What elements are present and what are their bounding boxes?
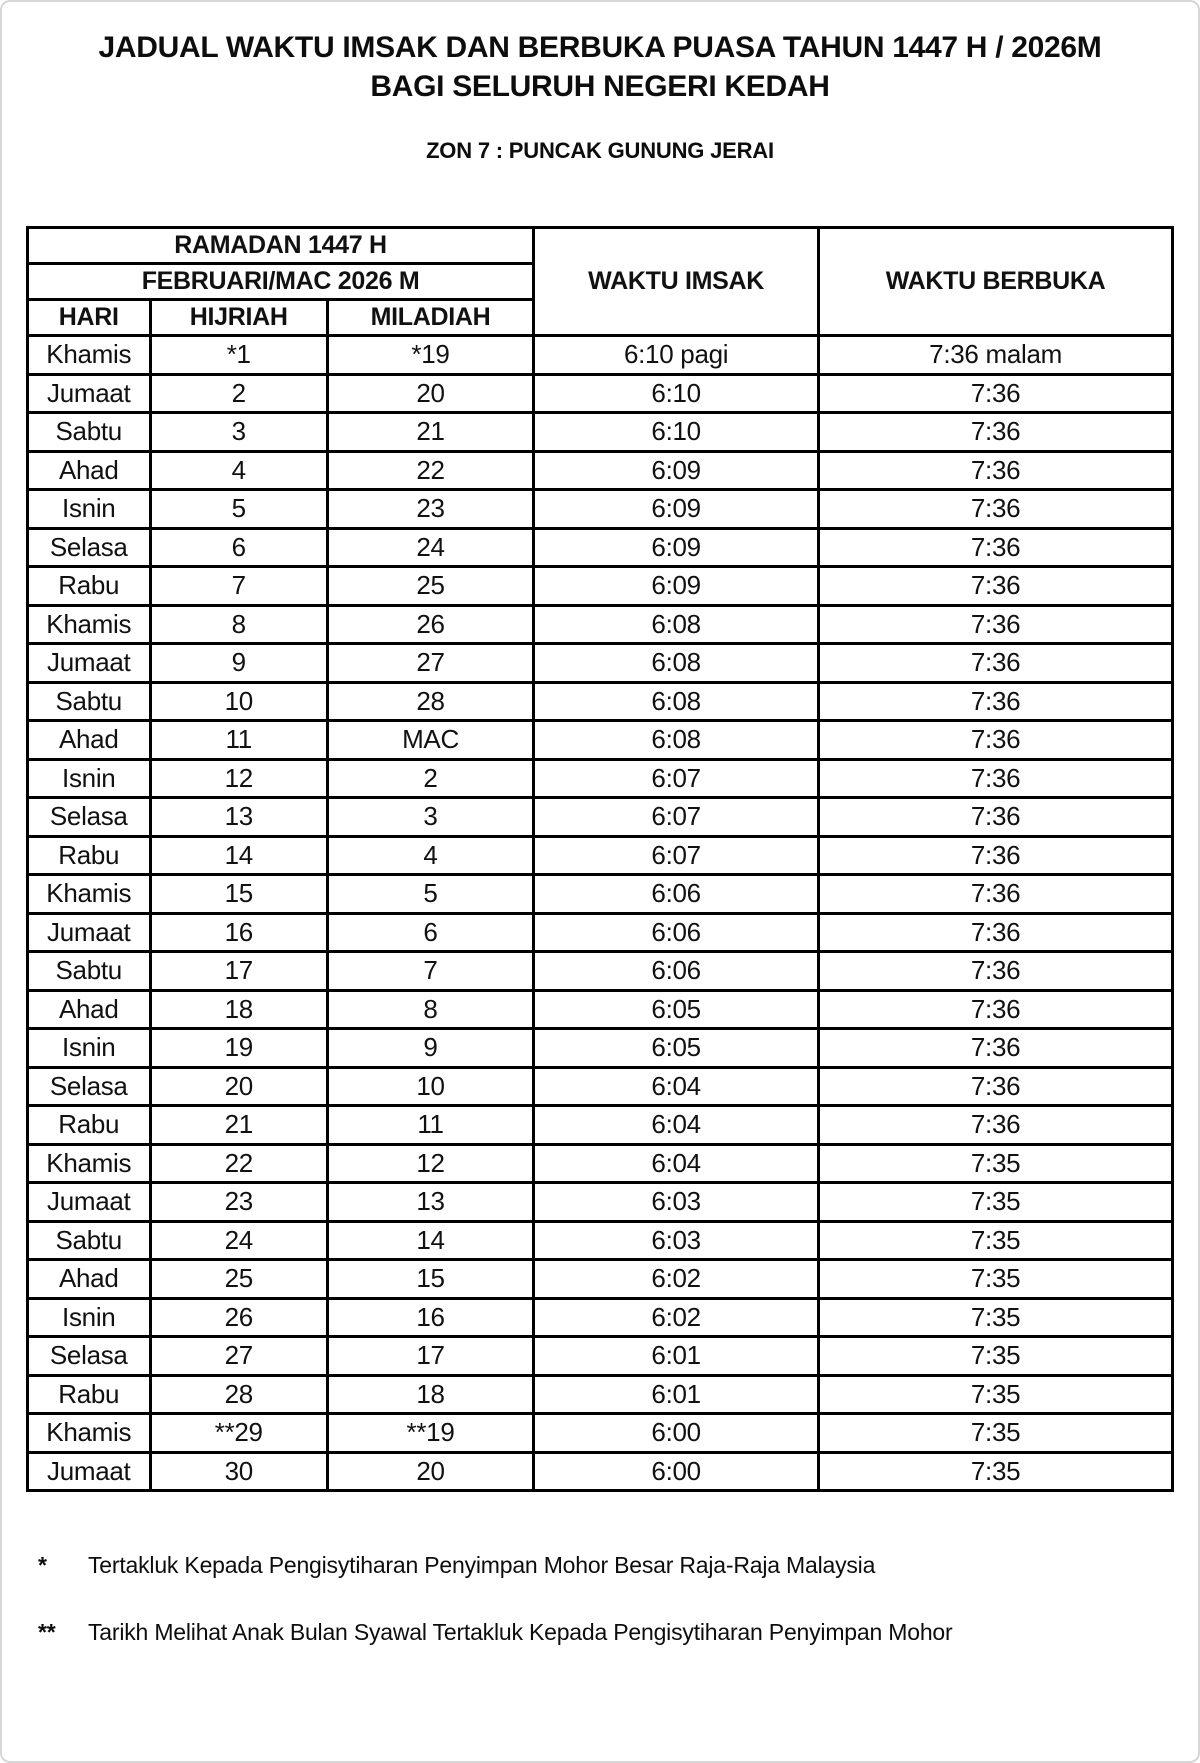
day-cell: Khamis [28,1144,151,1183]
table-row [28,1183,1173,1222]
table-row [28,1414,1173,1453]
header-row-hijri-month [28,228,1173,264]
header-hari: HARI [28,300,151,336]
berbuka-cell: 7:36 [819,798,1173,837]
day-cell: Jumaat [28,644,151,683]
miladiah-cell: 13 [327,1183,533,1222]
berbuka-cell: 7:36 [819,413,1173,452]
document-header [2,2,1198,164]
day-cell: Ahad [28,721,151,760]
day-cell: Selasa [28,798,151,837]
imsak-cell: 6:00 [534,1414,819,1453]
berbuka-cell: 7:36 [819,644,1173,683]
miladiah-cell: 4 [327,836,533,875]
footnote-marker: ** [38,1619,56,1645]
table-row [28,567,1173,606]
miladiah-cell: 10 [327,1067,533,1106]
table-row [28,1260,1173,1299]
day-cell: Selasa [28,528,151,567]
table-row [28,682,1173,721]
table-row [28,836,1173,875]
berbuka-cell: 7:35 [819,1337,1173,1376]
miladiah-cell: 15 [327,1260,533,1299]
footnote-text: Tarikh Melihat Anak Bulan Syawal Tertakluk Kepada Pengisytiharan Penyimpan Mohor [88,1619,953,1645]
imsak-cell: 6:00 [534,1452,819,1491]
table-row [28,721,1173,760]
hijriah-cell: 27 [150,1337,327,1376]
berbuka-cell: 7:36 [819,759,1173,798]
berbuka-cell: 7:36 [819,567,1173,606]
table-row [28,1067,1173,1106]
imsak-cell: 6:04 [534,1106,819,1145]
miladiah-cell: 24 [327,528,533,567]
hijriah-cell: 15 [150,875,327,914]
miladiah-cell: 20 [327,1452,533,1491]
page-title [2,28,1198,106]
berbuka-cell: 7:36 [819,374,1173,413]
imsak-cell: 6:03 [534,1183,819,1222]
berbuka-cell: 7:36 [819,990,1173,1029]
berbuka-cell: 7:36 [819,1106,1173,1145]
day-cell: Selasa [28,1067,151,1106]
hijriah-cell: 22 [150,1144,327,1183]
table-row [28,1144,1173,1183]
imsak-cell: 6:09 [534,528,819,567]
imsak-cell: 6:02 [534,1298,819,1337]
berbuka-cell: 7:36 [819,913,1173,952]
day-cell: Jumaat [28,913,151,952]
footnote-double-asterisk [38,1617,1162,1647]
table-row [28,644,1173,683]
table-row [28,1452,1173,1491]
imsak-cell: 6:08 [534,721,819,760]
footnotes [2,1550,1198,1647]
hijriah-cell: 25 [150,1260,327,1299]
miladiah-cell: 27 [327,644,533,683]
hijriah-cell: *1 [150,336,327,375]
table-row [28,913,1173,952]
miladiah-cell: 21 [327,413,533,452]
imsak-cell: 6:08 [534,605,819,644]
berbuka-cell: 7:36 [819,490,1173,529]
table-row [28,759,1173,798]
hijriah-cell: 19 [150,1029,327,1068]
imsak-cell: 6:05 [534,990,819,1029]
imsak-cell: 6:07 [534,759,819,798]
header-miladiah: MILADIAH [327,300,533,336]
miladiah-cell: 11 [327,1106,533,1145]
day-cell: Jumaat [28,374,151,413]
miladiah-cell: 23 [327,490,533,529]
table-row [28,1106,1173,1145]
hijriah-cell: 7 [150,567,327,606]
miladiah-cell: 28 [327,682,533,721]
hijriah-cell: 5 [150,490,327,529]
imsak-cell: 6:06 [534,913,819,952]
imsak-cell: 6:04 [534,1144,819,1183]
table-row [28,451,1173,490]
hijriah-cell: 13 [150,798,327,837]
header-waktu-berbuka: WAKTU BERBUKA [819,228,1173,336]
miladiah-cell: 7 [327,952,533,991]
day-cell: Khamis [28,605,151,644]
imsak-cell: 6:10 [534,374,819,413]
table-row [28,336,1173,375]
day-cell: Sabtu [28,1221,151,1260]
schedule-table [26,226,1174,1492]
imsak-cell: 6:08 [534,682,819,721]
day-cell: Rabu [28,1375,151,1414]
hijriah-cell: 26 [150,1298,327,1337]
schedule-table-body [28,336,1173,1491]
table-row [28,990,1173,1029]
hijriah-cell: 17 [150,952,327,991]
imsak-cell: 6:10 pagi [534,336,819,375]
table-row [28,528,1173,567]
imsak-cell: 6:10 [534,413,819,452]
berbuka-cell: 7:35 [819,1260,1173,1299]
header-waktu-imsak: WAKTU IMSAK [534,228,819,336]
miladiah-cell: 22 [327,451,533,490]
berbuka-cell: 7:36 [819,1029,1173,1068]
day-cell: Ahad [28,451,151,490]
header-hijriah: HIJRIAH [150,300,327,336]
hijriah-cell: 30 [150,1452,327,1491]
table-row [28,952,1173,991]
imsak-cell: 6:09 [534,451,819,490]
hijriah-cell: 9 [150,644,327,683]
table-row [28,1029,1173,1068]
footnote-marker: * [38,1552,47,1578]
miladiah-cell: MAC [327,721,533,760]
miladiah-cell: 12 [327,1144,533,1183]
day-cell: Isnin [28,1029,151,1068]
berbuka-cell: 7:35 [819,1144,1173,1183]
header-februari-mac: FEBRUARI/MAC 2026 M [28,264,534,300]
miladiah-cell: 26 [327,605,533,644]
table-row [28,413,1173,452]
hijriah-cell: 11 [150,721,327,760]
page-title-line2: BAGI SELURUH NEGERI KEDAH [370,70,830,103]
table-row [28,875,1173,914]
hijriah-cell: **29 [150,1414,327,1453]
imsak-cell: 6:04 [534,1067,819,1106]
imsak-cell: 6:03 [534,1221,819,1260]
table-row [28,1298,1173,1337]
day-cell: Khamis [28,875,151,914]
table-row [28,798,1173,837]
table-row [28,605,1173,644]
berbuka-cell: 7:36 [819,721,1173,760]
berbuka-cell: 7:35 [819,1375,1173,1414]
berbuka-cell: 7:36 [819,682,1173,721]
day-cell: Rabu [28,836,151,875]
hijriah-cell: 16 [150,913,327,952]
miladiah-cell: 25 [327,567,533,606]
hijriah-cell: 4 [150,451,327,490]
hijriah-cell: 3 [150,413,327,452]
miladiah-cell: 3 [327,798,533,837]
day-cell: Ahad [28,990,151,1029]
berbuka-cell: 7:35 [819,1221,1173,1260]
table-row [28,1221,1173,1260]
berbuka-cell: 7:36 [819,1067,1173,1106]
day-cell: Khamis [28,1414,151,1453]
berbuka-cell: 7:35 [819,1183,1173,1222]
schedule-table-head [28,228,1173,336]
table-row [28,374,1173,413]
miladiah-cell: 2 [327,759,533,798]
berbuka-cell: 7:36 [819,605,1173,644]
berbuka-cell: 7:35 [819,1414,1173,1453]
header-ramadan: RAMADAN 1447 H [28,228,534,264]
imsak-cell: 6:06 [534,875,819,914]
hijriah-cell: 10 [150,682,327,721]
berbuka-cell: 7:36 [819,952,1173,991]
day-cell: Isnin [28,490,151,529]
day-cell: Sabtu [28,682,151,721]
day-cell: Rabu [28,567,151,606]
berbuka-cell: 7:36 malam [819,336,1173,375]
imsak-cell: 6:02 [534,1260,819,1299]
berbuka-cell: 7:36 [819,836,1173,875]
hijriah-cell: 12 [150,759,327,798]
berbuka-cell: 7:35 [819,1452,1173,1491]
miladiah-cell: 6 [327,913,533,952]
hijriah-cell: 20 [150,1067,327,1106]
zone-subtitle: ZON 7 : PUNCAK GUNUNG JERAI [426,138,774,163]
day-cell: Khamis [28,336,151,375]
imsak-cell: 6:07 [534,798,819,837]
berbuka-cell: 7:36 [819,875,1173,914]
day-cell: Jumaat [28,1452,151,1491]
miladiah-cell: 17 [327,1337,533,1376]
day-cell: Rabu [28,1106,151,1145]
hijriah-cell: 28 [150,1375,327,1414]
miladiah-cell: 8 [327,990,533,1029]
imsak-cell: 6:05 [534,1029,819,1068]
imsak-cell: 6:09 [534,567,819,606]
day-cell: Selasa [28,1337,151,1376]
berbuka-cell: 7:36 [819,451,1173,490]
hijriah-cell: 23 [150,1183,327,1222]
hijriah-cell: 14 [150,836,327,875]
miladiah-cell: 18 [327,1375,533,1414]
table-row [28,490,1173,529]
berbuka-cell: 7:35 [819,1298,1173,1337]
miladiah-cell: 9 [327,1029,533,1068]
imsak-cell: 6:01 [534,1337,819,1376]
miladiah-cell: 14 [327,1221,533,1260]
day-cell: Sabtu [28,413,151,452]
miladiah-cell: 5 [327,875,533,914]
imsak-cell: 6:09 [534,490,819,529]
day-cell: Sabtu [28,952,151,991]
imsak-cell: 6:06 [534,952,819,991]
footnote-text: Tertakluk Kepada Pengisytiharan Penyimpan Mohor Besar Raja-Raja Malaysia [88,1552,876,1578]
day-cell: Ahad [28,1260,151,1299]
miladiah-cell: **19 [327,1414,533,1453]
imsak-cell: 6:08 [534,644,819,683]
day-cell: Isnin [28,1298,151,1337]
imsak-cell: 6:07 [534,836,819,875]
page-title-line1: JADUAL WAKTU IMSAK DAN BERBUKA PUASA TAHUN 1447 H / 2026M [98,31,1102,64]
hijriah-cell: 18 [150,990,327,1029]
table-row [28,1375,1173,1414]
miladiah-cell: 20 [327,374,533,413]
miladiah-cell: 16 [327,1298,533,1337]
hijriah-cell: 6 [150,528,327,567]
hijriah-cell: 8 [150,605,327,644]
day-cell: Isnin [28,759,151,798]
miladiah-cell: *19 [327,336,533,375]
imsak-cell: 6:01 [534,1375,819,1414]
hijriah-cell: 2 [150,374,327,413]
day-cell: Jumaat [28,1183,151,1222]
hijriah-cell: 24 [150,1221,327,1260]
hijriah-cell: 21 [150,1106,327,1145]
table-row [28,1337,1173,1376]
berbuka-cell: 7:36 [819,528,1173,567]
footnote-single-asterisk [38,1550,1162,1580]
